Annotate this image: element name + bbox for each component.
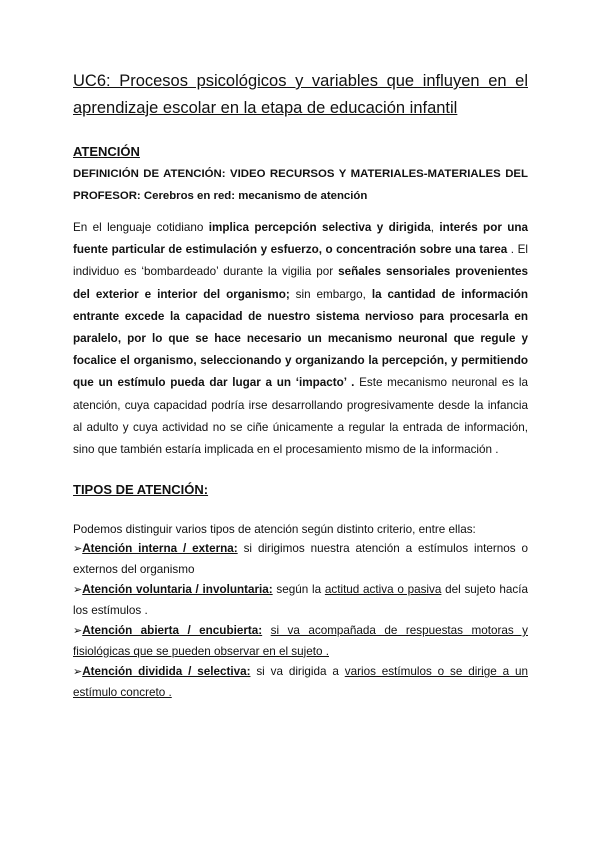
para-text-2: , — [430, 221, 440, 234]
section-heading-atencion: ATENCIÓN — [73, 144, 140, 159]
item-term: Atención voluntaria / involuntaria: — [82, 583, 273, 597]
item-underlined-text: si va acompañada de respuestas motoras y fisiológicas que se pueden observar en el sujeto . — [73, 624, 528, 658]
para-text-1: En el lenguaje cotidiano — [73, 221, 209, 234]
subheading-rest: Cerebros en red: mecanismo de atención — [140, 190, 368, 202]
document-title: UC6: Procesos psicológicos y variables que influyen en el aprendizaje escolar en la etapa de educación infantil — [73, 72, 528, 117]
item-term: Atención interna / externa: — [82, 542, 238, 556]
item-term: Atención abierta / encubierta: — [82, 624, 263, 638]
list-item — [73, 662, 528, 703]
item-text-end: del sujeto hacía los estímulos . — [73, 583, 528, 617]
item-underlined-text: varios estímulos o se dirige a un estímulo concreto . — [73, 665, 528, 699]
arrow-bullet-icon: ➢ — [73, 543, 83, 556]
item-text: si dirigimos nuestra atención a estímulos internos o externos del organismo — [73, 542, 528, 576]
document-page — [73, 68, 528, 703]
definition-paragraph — [73, 217, 528, 461]
para-bold-2: interés por una fuente particular de estimulación y esfuerzo, o concentración sobre una tarea — [73, 221, 528, 257]
para-bold-4: la cantidad de información entrante excede la capacidad de nuestro sistema nervioso para procesarla en paralelo, por lo que se hace necesario un mecanismo neuronal que regule y focalice el organismo, seleccionando y organizando la percepción, y permitiendo que un estímulo pueda dar lugar a un ‘impacto’ . — [73, 287, 528, 390]
para-text-3: . El individuo es ‘bombardeado’ durante la vigilia por — [73, 243, 528, 279]
para-text-5: Este mecanismo neuronal es la atención, cuya capacidad podría irse desarrollando progresivamente desde la infancia al adulto y cuya actividad no se ciñe únicamente a regular la entrada de información, sino que también estaría implicada en el procesamiento mismo de la información . — [73, 376, 528, 457]
item-underlined-text: actitud activa o pasiva — [324, 583, 442, 597]
subheading-bold: DEFINICIÓN DE ATENCIÓN: VIDEO RECURSOS Y MATERIALES-MATERIALES DEL PROFESOR: — [73, 168, 528, 202]
item-text: si va dirigida a — [250, 665, 345, 679]
arrow-bullet-icon: ➢ — [73, 584, 83, 597]
list-item — [73, 580, 528, 621]
para-bold-1: implica percepción selectiva y dirigida — [208, 221, 431, 234]
para-bold-3: señales sensoriales provenientes del exterior e interior del organismo; — [73, 265, 529, 301]
list-item — [73, 621, 528, 662]
section-heading-tipos: TIPOS DE ATENCIÓN: — [73, 482, 209, 498]
arrow-bullet-icon: ➢ — [73, 625, 83, 638]
para-text-4: sin embargo, — [289, 287, 372, 301]
tipos-intro: Podemos distinguir varios tipos de atención según distinto criterio, entre ellas: — [73, 523, 476, 537]
arrow-bullet-icon: ➢ — [73, 666, 83, 679]
item-text — [262, 624, 270, 637]
item-text: según la — [272, 583, 325, 597]
list-item — [73, 539, 528, 580]
item-term: Atención dividida / selectiva: — [82, 665, 251, 679]
definition-subheading — [73, 163, 528, 207]
